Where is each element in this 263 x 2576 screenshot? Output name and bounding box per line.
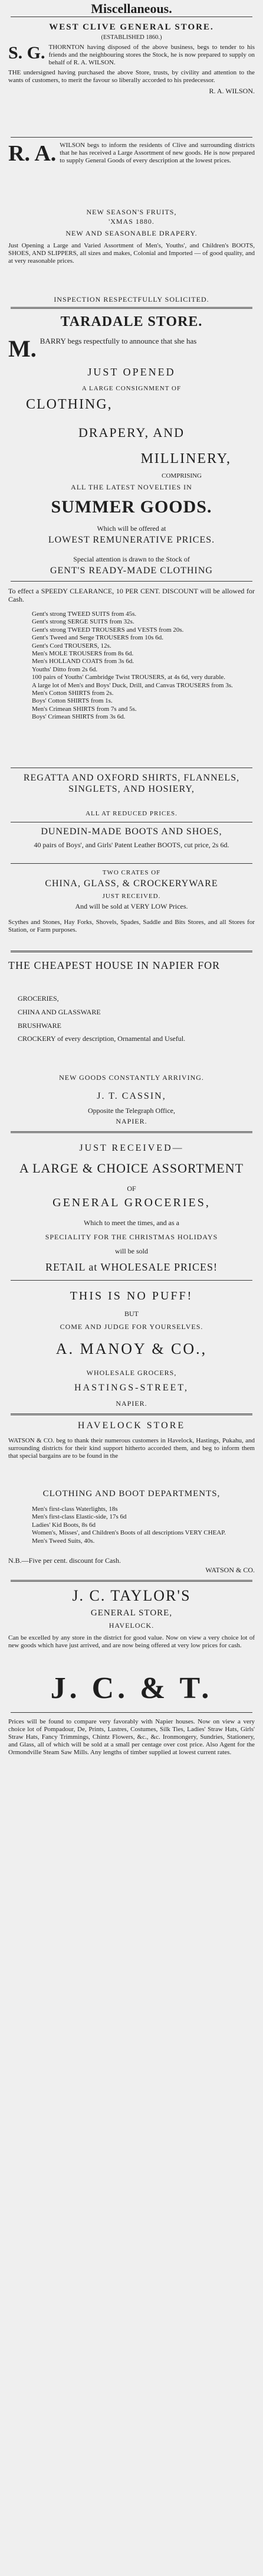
- wilson-inspect: INSPECTION RESPECTFULLY SOLICITED.: [54, 295, 209, 303]
- taradale-drapery: DRAPERY, AND: [78, 425, 185, 440]
- havelock-clothing: CLOTHING AND BOOT DEPARTMENTS,: [42, 1489, 221, 1498]
- manoy-name: A. MANOY & CO.,: [55, 1340, 208, 1357]
- cassin-items: [8, 992, 255, 1046]
- taradale-crates: TWO CRATES OF: [102, 869, 161, 876]
- west-clive-est: (ESTABLISHED 1860.): [101, 34, 162, 41]
- wilson-fruits2: 'XMAS 1880.: [109, 217, 154, 226]
- list-item: 100 pairs of Youths' Cambridge Twist TROUSERS, at 4s 6d, very durable.: [32, 674, 226, 681]
- list-item: Gent's Tweed and Serge TROUSERS from 10s 6d.: [32, 634, 164, 642]
- list-item: Men's Crimean SHIRTS from 7s and 5s.: [32, 705, 137, 713]
- manoy-of: OF: [127, 1184, 136, 1193]
- taradale-items: [8, 610, 255, 721]
- havelock-items: [8, 1506, 255, 1545]
- wilson-para: Just Opening a Large and Varied Assortment of Men's, Youths', and Children's BOOTS, SHOES, AND SLIPPERS, all sizes and makes, Colonial and Imported — of good quality, and at very reasonable prices.: [8, 242, 255, 265]
- taylor-name: J. C. TAYLOR'S: [72, 1587, 191, 1604]
- taradale-low: And will be sold at VERY LOW Prices.: [75, 902, 188, 910]
- list-item: Gent's Cord TROUSERS, 12s.: [32, 642, 111, 649]
- bottom-text: Prices will be found to compare very favorably with Napier houses. Now on view a very choice lot of Pompadour, De, Prints, Lustres, Costumes, Silk Ties, Ladies' Straw Hats, Girls' Straw Hats, Fancy Trimmings, Chintz Flowers, &c., &c. Ironmongery, Sundries, Stationery, and Glass, all of which will be sold at a small per centage over cost price. Also Agent for the Ormondville Steam Saw Mills. Any lengths of timber supplied at lowest current rates.: [8, 1718, 255, 1756]
- cassin-addr: Opposite the Telegraph Office,: [87, 1106, 175, 1115]
- wilson-fruits: NEW SEASON'S FRUITS,: [86, 208, 177, 216]
- list-item: Women's, Misses', and Children's Boots of all descriptions VERY CHEAP.: [32, 1529, 226, 1537]
- list-item: Men's Tweed Suits, 40s.: [32, 1537, 95, 1545]
- manoy-which: Which to meet the times, and as a: [84, 1219, 179, 1227]
- cassin-title: THE CHEAPEST HOUSE IN NAPIER FOR: [8, 959, 221, 971]
- taradale-just: JUST OPENED: [87, 366, 176, 378]
- havelock-sign: WATSON & CO.: [205, 1566, 255, 1574]
- page-title: Miscellaneous.: [91, 1, 172, 16]
- list-item: Men's MOLE TROUSERS from 8s 6d.: [32, 650, 134, 658]
- taradale-dunedin: DUNEDIN-MADE BOOTS AND SHOES,: [41, 827, 222, 837]
- list-item: Gent's strong TWEED SUITS from 45s.: [32, 610, 137, 618]
- taradale-line1: BARRY begs respectfully to announce that she has: [40, 337, 197, 345]
- list-item: BRUSHWARE: [18, 1021, 62, 1030]
- manoy-large: A LARGE & CHOICE ASSORTMENT: [19, 1161, 244, 1176]
- taradale-millinery: MILLINERY,: [140, 451, 231, 466]
- taradale-initial: M.: [8, 335, 37, 362]
- taradale-china: CHINA, GLASS, & CROCKERYWARE: [45, 879, 218, 889]
- list-item: Boys' Crimean SHIRTS from 3s 6d.: [32, 713, 126, 721]
- rule-9: [11, 1280, 252, 1281]
- rule-1: [11, 137, 252, 138]
- list-item: Youths' Ditto from 2s 6d.: [32, 665, 98, 673]
- taradale-special: Special attention is drawn to the Stock of: [73, 555, 190, 563]
- havelock-text: WATSON & CO. beg to thank their numerous customers in Havelock, Hastings, Pukahu, and surrounding districts for their kind support hitherto accorded them, and beg to inform them that special bargains are to be found in the: [8, 1437, 255, 1460]
- taylor-monogram: J. C. & T.: [50, 1671, 213, 1705]
- taradale-intro: [8, 337, 255, 361]
- manoy-street: HASTINGS-STREET,: [74, 1383, 189, 1393]
- west-clive-title: WEST CLIVE GENERAL STORE.: [49, 22, 214, 32]
- rule-6: [11, 863, 252, 864]
- taradale-lowest: LOWEST REMUNERATIVE PRICES.: [48, 535, 215, 545]
- havelock-title: HAVELOCK STORE: [77, 1421, 186, 1431]
- manoy-received: JUST RECEIVED—: [79, 1143, 184, 1153]
- rule-7: [11, 951, 252, 952]
- taradale-novelties: ALL THE LATEST NOVELTIES IN: [71, 483, 192, 491]
- taradale-title: TARADALE STORE.: [60, 314, 203, 329]
- taylor-store: GENERAL STORE,: [90, 1608, 173, 1618]
- manoy-town: NAPIER.: [116, 1399, 147, 1408]
- taylor-town: HAVELOCK.: [109, 1621, 154, 1630]
- list-item: Men's first-class Waterlights, 18s: [32, 1506, 118, 1513]
- wilson-drapery: NEW AND SEASONABLE DRAPERY.: [65, 229, 198, 237]
- taradale-clearance: To effect a SPEEDY CLEARANCE, 10 PER CENT. DISCOUNT will be allowed for Cash.: [8, 587, 255, 604]
- wilson-body: [8, 142, 255, 165]
- list-item: Gent's strong TWEED TROUSERS and VESTS from 20s.: [32, 626, 184, 634]
- manoy-wholesale: WHOLESALE GROCERS,: [86, 1369, 177, 1377]
- west-clive-sign: R. A. WILSON.: [209, 86, 255, 95]
- cassin-name: J. T. CASSIN,: [97, 1091, 166, 1101]
- list-item: CHINA AND GLASSWARE: [18, 1007, 101, 1016]
- west-clive-text: THORNTON having disposed of the above business, begs to tender to his friends and the neighbouring stores the Stock, he is now prepared to supply on behalf of R. A. WILSON.: [48, 44, 255, 66]
- wilson-initials: R. A.: [8, 141, 57, 166]
- taradale-tools: Scythes and Stones, Hay Forks, Shovels, Spades, Saddle and Bits Stores, and all Stores for Station, or Farm purposes.: [8, 919, 255, 933]
- wilson-text: WILSON begs to inform the residents of Clive and surrounding districts that he has received a Large Assortment of new goods. He is now prepared to supply General Goods of every description at the lowest prices.: [60, 142, 255, 164]
- rule-10: [11, 1413, 252, 1415]
- havelock-nb: N.B.—Five per cent. discount for Cash.: [8, 1556, 121, 1565]
- taradale-received: JUST RECEIVED.: [102, 893, 161, 900]
- taradale-offered: Which will be offered at: [97, 524, 166, 533]
- taradale-consign: A LARGE CONSIGNMENT OF: [81, 385, 182, 392]
- manoy-puff: THIS IS NO PUFF!: [70, 1289, 193, 1302]
- manoy-sold: will be sold: [115, 1247, 148, 1255]
- manoy-retail: RETAIL at WHOLESALE PRICES!: [45, 1261, 218, 1273]
- manoy-come: COME AND JUDGE FOR YOURSELVES.: [60, 1323, 203, 1331]
- west-clive-initials: S. G.: [8, 43, 45, 63]
- rule-12: [11, 1712, 252, 1713]
- manoy-special: SPECIALITY FOR THE CHRISTMAS HOLIDAYS: [45, 1233, 218, 1241]
- list-item: Men's Cotton SHIRTS from 2s.: [32, 690, 114, 697]
- manoy-but: BUT: [124, 1310, 139, 1318]
- list-item: GROCERIES,: [18, 994, 59, 1003]
- taylor-text: Can be excelled by any store in the district for good value. Now on view a very choice lot of new goods which have just arrived, and are now being offered at very low prices for cash.: [8, 1634, 255, 1649]
- rule-11: [11, 1580, 252, 1582]
- list-item: Boys' Cotton SHIRTS from 1s.: [32, 697, 113, 705]
- list-item: Ladies' Kid Boots, 8s 6d: [32, 1521, 96, 1529]
- west-clive-body: [8, 44, 255, 96]
- manoy-general: GENERAL GROCERIES,: [52, 1196, 211, 1209]
- list-item: Gent's strong SERGE SUITS from 32s.: [32, 618, 134, 626]
- cassin-new: NEW GOODS CONSTANTLY ARRIVING.: [59, 1073, 204, 1082]
- taradale-summer: SUMMER GOODS.: [51, 497, 212, 517]
- list-item: A large lot of Men's and Boys' Duck, Drill, and Canvas TROUSERS from 3s.: [32, 681, 233, 689]
- taradale-comprising: COMPRISING: [162, 472, 202, 479]
- taradale-reduced: ALL AT REDUCED PRICES.: [86, 810, 177, 817]
- rule-3: [11, 581, 252, 582]
- taradale-dunedin2: 40 pairs of Boys', and Girls' Patent Leather BOOTS, cut price, 2s 6d.: [34, 841, 229, 849]
- list-item: CROCKERY of every description, Ornamental and Useful.: [18, 1034, 186, 1043]
- rule-8: [11, 1131, 252, 1133]
- cassin-town: NAPIER.: [116, 1117, 147, 1125]
- rule-2: [11, 307, 252, 309]
- taradale-gents: GENT'S READY-MADE CLOTHING: [50, 566, 213, 576]
- list-item: Men's HOLLAND COATS from 3s 6d.: [32, 658, 134, 665]
- taradale-regatta: REGATTA AND OXFORD SHIRTS, FLANNELS, SINGLETS, AND HOSIERY,: [23, 773, 240, 795]
- taradale-clothing: CLOTHING,: [26, 397, 113, 412]
- west-clive-text2: THE undersigned having purchased the above Store, trusts, by civility and attention to the wants of customers, to merit the favour so liberally accorded to his predecessor.: [8, 68, 255, 84]
- list-item: Men's first-class Elastic-side, 17s 6d: [32, 1513, 127, 1521]
